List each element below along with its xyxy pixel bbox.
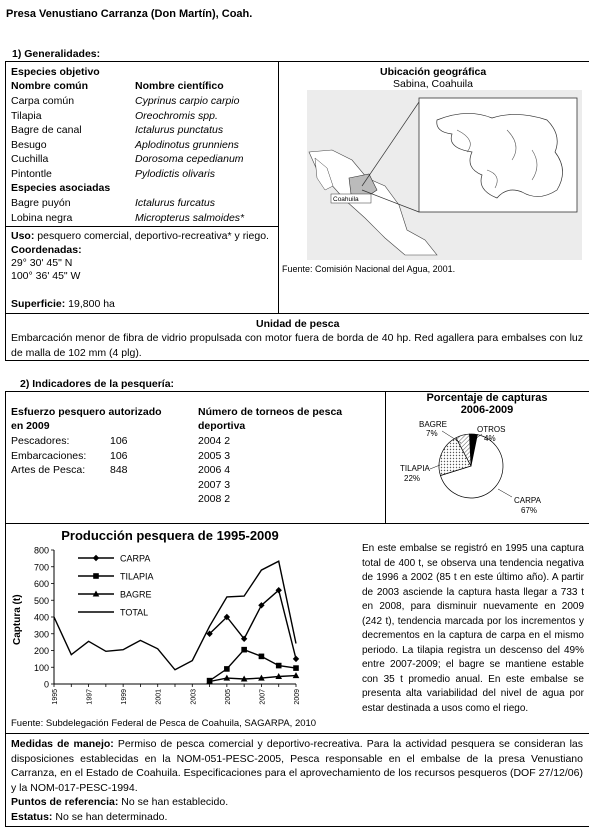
x-tick-label: 1999 (121, 689, 129, 705)
y-tick-label: 100 (33, 662, 49, 673)
coord-label: Coordenadas: (11, 244, 82, 256)
y-tick-label: 700 (33, 562, 49, 573)
uso-value: pesquero comercial, deportivo-recreativa* y riego. (34, 230, 269, 242)
superficie-value: 19,800 ha (65, 298, 115, 310)
species-scientific: Pylodictis olivaris (135, 167, 215, 180)
esfuerzo-value: 848 (110, 464, 128, 476)
series-line-bagre (210, 676, 296, 682)
y-tick-label: 200 (33, 646, 49, 656)
chart-source: Fuente: Subdelegación Federal de Pesca de Coahuila, SAGARPA, 2010 (11, 718, 317, 729)
pie-label-otros: OTROS (477, 425, 506, 434)
data-point-tilapia (293, 665, 299, 671)
pie-label-tilapia: TILAPIA (400, 464, 430, 473)
torneo-entry: 2006 4 (198, 464, 231, 476)
x-tick-label: 2003 (190, 689, 198, 705)
line-chart (8, 525, 308, 718)
legend-label-tilapia: TILAPIA (120, 571, 154, 582)
medidas-text: Permiso de pesca comercial y deportivo-recreativa. Para la actividad pesquera se consideran las disposiciones establecidas en la NOM-051-PESC-2005, Pesca responsable en el embalse de la presa Venustiano Carranza, en el Estado de Coahuila. Especificaciones para el aprovechamiento de los recursos pesqueros (DOF 27/12/06) y la NOM-017-PESC-1994. (11, 738, 583, 794)
species-scientific: Dorosoma cepedianum (135, 153, 244, 165)
line-legend (78, 554, 154, 618)
legend-marker-carpa (93, 555, 99, 561)
section-1-heading: 1) Generalidades: (12, 48, 101, 60)
line-axes (34, 546, 301, 705)
puntos-line (11, 796, 228, 808)
x-tick-label: 1997 (86, 689, 94, 705)
unidad-text: Embarcación menor de fibra de vidrio propulsada con motor fuera de borda de 40 hp. Red agallera para embalses con luz de malla de 102 mm (4 plg). (11, 332, 583, 359)
associated-common: Bagre puyón (11, 197, 71, 209)
esfuerzo-label: Pescadores: (11, 435, 70, 447)
torneo-entry: 2004 2 (198, 435, 231, 447)
map-subtitle: Sabina, Coahuila (393, 78, 473, 90)
map-label: Coahuila (333, 196, 359, 203)
species-common: Tilapia (11, 109, 42, 122)
coord-w: 100° 36' 45" W (11, 270, 81, 282)
legend-label-bagre: BAGRE (120, 589, 152, 600)
superficie-line (11, 298, 115, 310)
section-2-heading: 2) Indicadores de la pesquería: (20, 378, 175, 390)
unidad-title: Unidad de pesca (256, 318, 340, 330)
x-tick-label: 2005 (224, 689, 232, 705)
associated-scientific: Ictalurus furcatus (135, 197, 215, 209)
esfuerzo-title-1: Esfuerzo pesquero autorizado (11, 406, 162, 418)
pie-slices (439, 434, 503, 498)
legend-label-carpa: CARPA (120, 553, 151, 564)
series-line-total (54, 561, 296, 670)
esfuerzo-value: 106 (110, 449, 128, 462)
pie-leader-tilapia (430, 465, 440, 469)
torneo-entry: 2005 3 (198, 449, 231, 462)
page-title: Presa Venustiano Carranza (Don Martín), Coah. (6, 8, 253, 20)
esfuerzo-label: Artes de Pesca: (11, 464, 86, 476)
chart-description: En este embalse se registró en 1995 una captura total de 400 t, se observa una tendencia negativa de 1996 a 2002 (85 t en este último año). A partir de 2003 asciende la captura hasta llegar a 733 t en 2008, para disminuir nuevamente en 2009 (242 t), tendencia marcada por los incrementos y decrementos en la captura de carpa en el mismo periodo. La tilapia registra un descenso del 49% entre 2007-2009; el bagre se mantiene estable con 35 t promedio anual. En este embalse se presenta alta variabilidad del nivel de agua por estar destinada a usos como el riego. (362, 543, 584, 714)
x-tick-label: 2001 (155, 689, 163, 705)
pie-pct-bagre: 7% (426, 429, 438, 438)
species-scientific: Aplodinotus grunniens (135, 138, 239, 151)
map-source: Fuente: Comisión Nacional del Agua, 2001. (282, 264, 456, 274)
pie-leader-carpa (498, 489, 512, 497)
species-common: Pintontle (11, 167, 52, 180)
divider-chart (5, 523, 589, 524)
puntos-label: Puntos de referencia: (11, 796, 119, 808)
pie-label-bagre: BAGRE (419, 420, 448, 429)
esfuerzo-value: 106 (110, 435, 128, 447)
x-tick-label: 1995 (52, 689, 59, 705)
y-tick-label: 300 (33, 629, 49, 640)
data-point-tilapia (224, 666, 230, 672)
divider-unidad (5, 313, 589, 314)
pie-title-2: 2006-2009 (460, 404, 514, 416)
pie-pct-otros: 4% (484, 434, 496, 443)
species-scientific: Ictalurus punctatus (135, 124, 224, 136)
esfuerzo-label: Embarcaciones: (11, 449, 87, 462)
x-tick-label: 2007 (259, 689, 267, 705)
species-common: Carpa común (11, 95, 75, 107)
associated-scientific: Micropterus salmoides* (135, 211, 245, 224)
superficie-label: Superficie: (11, 298, 66, 310)
species-common: Besugo (11, 138, 47, 151)
line-series (54, 561, 299, 684)
estatus-line (11, 811, 167, 823)
pie-pct-carpa: 67% (521, 506, 538, 515)
torneos-title-1: Número de torneos de pesca (198, 406, 343, 418)
medidas-label: Medidas de manejo: (11, 738, 114, 750)
uso-line (11, 230, 269, 242)
y-tick-label: 0 (43, 679, 49, 690)
y-tick-label: 400 (33, 612, 49, 623)
torneo-entry: 2008 2 (198, 493, 231, 505)
associated-common: Lobina negra (11, 211, 73, 224)
line-chart-ylabel: Captura (t) (12, 594, 23, 645)
medidas-paragraph (11, 737, 583, 795)
col-scientific-header: Nombre científico (135, 80, 224, 92)
coord-n: 29° 30' 45" N (11, 257, 73, 269)
torneo-entry: 2007 3 (198, 478, 231, 491)
series-line-carpa (210, 590, 296, 659)
associated-header: Especies asociadas (11, 182, 111, 194)
torneos-title-2: deportiva (198, 420, 246, 432)
y-tick-label: 800 (33, 545, 49, 556)
data-point-tilapia (259, 654, 265, 660)
uso-label: Uso: (11, 230, 35, 242)
map-title: Ubicación geográfica (380, 66, 487, 78)
species-header: Especies objetivo (11, 66, 100, 78)
data-point-tilapia (276, 663, 282, 669)
esfuerzo-title-2: en 2009 (11, 420, 50, 432)
y-tick-label: 500 (33, 595, 49, 606)
species-common: Bagre de canal (11, 124, 82, 136)
divider-uso (5, 226, 278, 227)
legend-label-total: TOTAL (120, 607, 149, 618)
puntos-value: No se han establecido. (118, 796, 229, 808)
location-map (307, 90, 582, 260)
x-tick-label: 2009 (294, 689, 301, 705)
species-common: Cuchilla (11, 153, 49, 165)
legend-marker-tilapia (93, 573, 99, 579)
y-tick-label: 600 (33, 579, 49, 589)
pie-pct-tilapia: 22% (404, 474, 421, 483)
data-point-carpa (293, 656, 299, 662)
line-chart-title: Producción pesquera de 1995-2009 (61, 528, 279, 543)
col-common-header: Nombre común (11, 80, 89, 92)
species-scientific: Oreochromis spp. (135, 109, 218, 122)
estatus-label: Estatus: (11, 811, 53, 823)
divider-vertical (278, 61, 279, 313)
species-scientific: Cyprinus carpio carpio (135, 95, 240, 107)
data-point-tilapia (241, 647, 247, 653)
pie-chart (386, 391, 589, 523)
divider-medidas (5, 733, 589, 734)
pie-title-1: Porcentaje de capturas (426, 392, 548, 404)
estatus-value: No se han determinado. (52, 811, 168, 823)
pie-label-carpa: CARPA (514, 496, 541, 505)
